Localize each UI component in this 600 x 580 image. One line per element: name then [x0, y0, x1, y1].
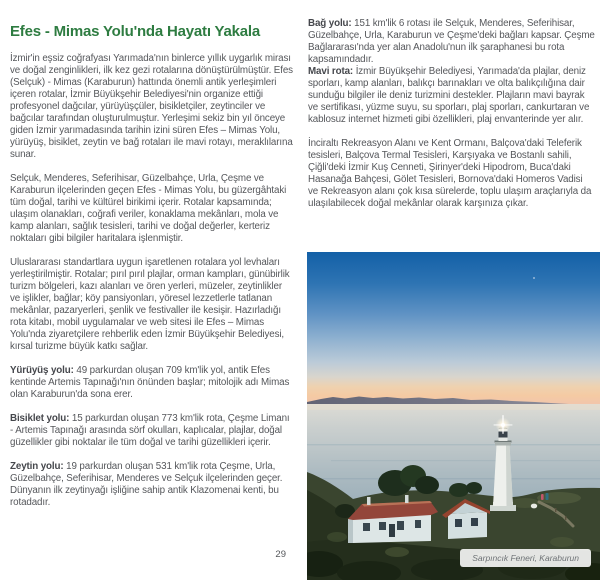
lighthouse-photo	[307, 252, 600, 580]
districts-paragraph: Selçuk, Menderes, Seferihisar, Güzelbahçe, Urla, Çeşme ve Karaburun ilçelerinden geçen Efes - Mimas Yolu, bu güzergâhtaki tüm doğal, tarihi ve kültürel birikimi içerir. Rotalar kapsamında; ulaşım olanakları, coğrafi veriler, konaklama mekânları, mola ve kamp alanları, sağlık tesisleri, tarihi ve doğal değerler, kerteriz noktaları gibi bilgiler haritalara işlenmiştir.	[10, 173, 287, 244]
signage-paragraph: Uluslararası standartlara uygun işaretlenen rotalara yol levhaları yerleştirilmiştir. Rotalar; pırıl pırıl plajlar, orman kampları, günübirlik turizm bölgeleri, kazı alanları ve ören yerleri, müzeler, zeytinlikler ve işlikler, bağlar; köy pansiyonları, yöresel lezzetlerle tatlanan mekânlar, pazaryerleri, şenlik ve festivaller ile kesişir. Hazırladığı rota kitabı, mobil uygulamalar ve web sitesi ile Efes – Mimas Yolu'nda ziyaretçilere rehberlik eden İzmir Büyükşehir Belediyesi, kırsal turizme büyük katkı sağlar.	[10, 257, 290, 352]
lighthouse-photo-graphic	[307, 252, 600, 580]
route-vineyard	[308, 18, 595, 66]
route-bicycle	[10, 413, 293, 449]
route-blue	[308, 66, 595, 126]
route-walking-label: Yürüyüş yolu:	[10, 365, 74, 376]
intro-paragraph: İzmir'in eşsiz coğrafyası Yarımada'nın binlerce yıllık uygarlık mirası ve doğal zenginlikleri, ilk kez gezi rotalarına dönüştürülmüştür. Efes (Selçuk) - Mimas (Karaburun) hattında önemli antik yerleşimleri içeren rotalar, İzmir Büyükşehir Belediyesi'nin organize ettiği profesyonel dağcılar, yürüyüşçüler, bisikletçiler, zeytinciler ve bağcılar tarafından oluşturulmuştur. Yerleşimi sekiz bin yıl önceye giden İzmir yarımadasında tarihin izini süren Efes – Mimas Yolu, yürüyüş, bisiklet, zeytin ve bağ rotaları ile mavi rotayı, meraklılarına sunar.	[10, 53, 293, 160]
page-title: Efes - Mimas Yolu'nda Hayatı Yakala	[10, 23, 261, 40]
left-column	[10, 24, 293, 521]
sky	[307, 252, 600, 410]
route-vineyard-text: 151 km'lik 6 rotası ile Selçuk, Menderes, Seferihisar, Güzelbahçe, Urla, Karaburun ve Çeşme'deki bağları kapsar. Çeşme Bağlararası'nda yer alan Anadolu'nun ilk şaraphanesi bu rota kapsamındadır.	[308, 18, 595, 65]
photo-caption: Sarpıncık Feneri, Karaburun	[460, 549, 591, 567]
route-bicycle-label: Bisiklet yolu:	[10, 413, 70, 424]
route-blue-label: Mavi rota:	[308, 66, 354, 77]
route-olive	[10, 461, 293, 509]
right-column	[308, 18, 595, 222]
route-walking	[10, 365, 293, 401]
route-blue-text: İzmir Büyükşehir Belediyesi, Yarımada'da plajlar, deniz sporları, kamp alanları, balıkçı barınakları ve olta balıkçılığına dair sunduğu bilgiler ile deniz turizmini destekler. Plajların mavi bayrak ve sertifikası, yüzme suyu, su sporları, plaj sporları, cankurtaran ve kablosuz internet hizmeti gibi özellikleri, plaj envanterinde yer alır.	[308, 66, 590, 125]
page-number: 29	[275, 549, 286, 560]
route-vineyard-label: Bağ yolu:	[308, 18, 352, 29]
route-walking-text: 49 parkurdan oluşan 709 km'lik yol, antik Efes kentinde Artemis Tapınağı'nın önünden başlar; mitolojik adı Mimas olan Karaburun'da sona erer.	[10, 365, 290, 400]
route-olive-label: Zeytin yolu:	[10, 461, 64, 472]
route-bicycle-text: 15 parkurdan oluşan 773 km'lik rota, Çeşme Limanı - Artemis Tapınağı arasında sörf okulları, kaplıcalar, plajlar, doğal güzellikler gibi noktalar ile tüm doğal ve tarihi güzellikleri içerir.	[10, 413, 290, 448]
route-olive-text: 19 parkurdan oluşan 531 km'lik rota Çeşme, Urla, Güzelbahçe, Seferihisar, Menderes ve Selçuk ilçelerinden geçer. Dünyanın ilk zeytinyağı işliğine sahip antik Klazomenai kenti, bu rotadadır.	[10, 461, 283, 508]
recreation-paragraph: İnciraltı Rekreasyon Alanı ve Kent Ormanı, Balçova'daki Teleferik tesisleri, Balçova Termal Tesisleri, Karşıyaka ve Bostanlı sahili, Çiğli'deki İzmir Kuş Cenneti, Şirinyer'deki Hipodrom, Buca'daki Hasanağa Bahçesi, Gölet Tesisleri, Bornova'daki Homeros Vadisi ve Rekreasyon alanı çok kısa sürelerde, toplu ulaşım araçlarıyla da ulaşılabilecek doğal mekânlar olarak karşınıza çıkar.	[308, 138, 592, 209]
star	[533, 277, 535, 279]
